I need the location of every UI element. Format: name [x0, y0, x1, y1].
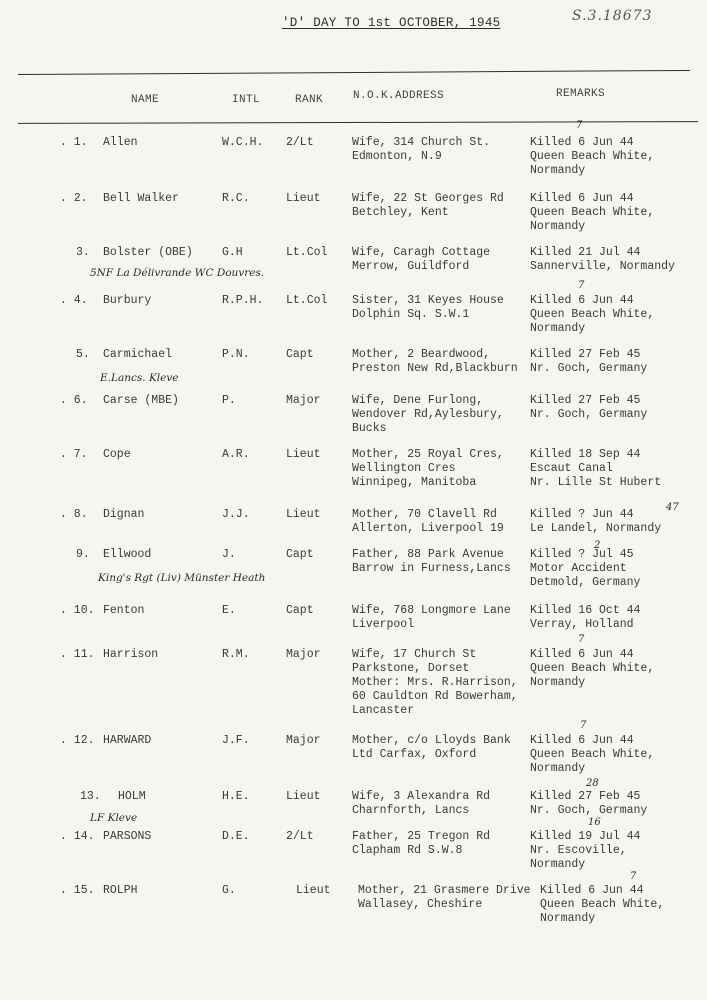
remarks-line: Killed 27 Feb 45 — [530, 394, 641, 407]
row-rank: Lt.Col — [286, 294, 328, 307]
row-remarks — [540, 884, 664, 926]
address-line: Lancaster — [352, 704, 415, 717]
address-line: Preston New Rd,Blackburn — [352, 362, 518, 375]
row-initials: R.P.H. — [222, 294, 264, 307]
row-rank: Lt.Col — [286, 246, 328, 259]
handwritten-correction: 7 — [578, 634, 585, 645]
handwritten-correction: 7 — [578, 280, 585, 291]
remarks-line: Killed 6 Jun 44 — [530, 648, 634, 661]
row-address — [352, 136, 490, 164]
row-rank: Lieut — [286, 790, 321, 803]
address-line: Wife, Dene Furlong, — [352, 394, 484, 407]
row-initials: J.J. — [222, 508, 250, 521]
header-rank: RANK — [295, 94, 324, 106]
remarks-line: Verray, Holland — [530, 618, 634, 631]
table-row — [0, 540, 707, 598]
row-rank: Lieut — [286, 448, 321, 461]
address-line: Dolphin Sq. S.W.1 — [352, 308, 470, 321]
row-name: Cope — [103, 448, 131, 461]
row-number: . 14. — [60, 830, 95, 843]
row-address — [352, 548, 511, 576]
row-name: Fenton — [103, 604, 145, 617]
row-name: Dignan — [103, 508, 145, 521]
page-title: 'D' DAY TO 1st OCTOBER, 1945 — [282, 16, 501, 30]
address-line: Betchley, Kent — [352, 206, 449, 219]
row-rank: 2/Lt — [286, 830, 314, 843]
remarks-line: Killed 16 Oct 44 — [530, 604, 641, 617]
table-row — [0, 871, 707, 934]
row-name: Bolster (OBE) — [103, 246, 193, 259]
row-address — [352, 448, 504, 490]
address-line: Winnipeg, Manitoba — [352, 476, 477, 489]
remarks-line: Normandy — [530, 220, 586, 233]
address-line: Merrow, Guildford — [352, 260, 470, 273]
table-row — [0, 246, 707, 296]
row-name: ROLPH — [103, 884, 138, 897]
row-name: Harrison — [103, 648, 159, 661]
remarks-line: Killed 6 Jun 44 — [530, 734, 634, 747]
row-initials: W.C.H. — [222, 136, 264, 149]
remarks-line: Normandy — [530, 322, 586, 335]
handwritten-note: LF Kleve — [90, 812, 138, 824]
header-nok-address: N.O.K.ADDRESS — [353, 90, 445, 102]
row-rank: Lieut — [286, 508, 321, 521]
address-line: Wellington Cres — [352, 462, 456, 475]
remarks-line: Sannerville, Normandy — [530, 260, 675, 273]
address-line: Allerton, Liverpool 19 — [352, 522, 504, 535]
row-number: . 7. — [60, 448, 88, 461]
row-number: . 11. — [60, 648, 95, 661]
row-rank: Capt — [286, 348, 314, 361]
address-line: Wife, 768 Longmore Lane — [352, 604, 511, 617]
remarks-line: Nr. Lille St Hubert — [530, 476, 662, 489]
row-remarks — [530, 192, 654, 234]
remarks-line: Killed 18 Sep 44 — [530, 448, 641, 461]
table-row — [0, 348, 707, 398]
row-initials: P.N. — [222, 348, 250, 361]
row-remarks — [530, 448, 661, 490]
row-name: PARSONS — [103, 830, 152, 843]
address-line: Mother: Mrs. R.Harrison, — [352, 676, 518, 689]
remarks-line: Queen Beach White, — [530, 748, 655, 761]
row-remarks — [530, 548, 640, 590]
row-initials: R.C. — [222, 192, 250, 205]
archive-reference: S.3.18673 — [572, 8, 653, 24]
remarks-line: Killed 6 Jun 44 — [530, 294, 634, 307]
address-line: Wife, Caragh Cottage — [352, 246, 491, 259]
address-line: Mother, 70 Clavell Rd — [352, 508, 497, 521]
row-address — [352, 648, 518, 718]
address-line: Mother, 2 Beardwood, — [352, 348, 491, 361]
row-address — [352, 830, 490, 858]
row-rank: Major — [286, 648, 321, 661]
row-address — [352, 294, 504, 322]
row-remarks — [530, 790, 647, 818]
table-row — [0, 394, 707, 444]
remarks-line: Queen Beach White, — [530, 308, 655, 321]
remarks-line: Normandy — [540, 912, 596, 925]
table-row — [0, 604, 707, 654]
address-line: Clapham Rd S.W.8 — [352, 844, 463, 857]
address-line: Father, 25 Tregon Rd — [352, 830, 491, 843]
table-row — [0, 280, 707, 344]
row-number: 13. — [80, 790, 101, 803]
row-rank: Lieut — [296, 884, 331, 897]
remarks-line: Detmold, Germany — [530, 576, 641, 589]
address-line: Ltd Carfax, Oxford — [352, 748, 477, 761]
remarks-line: Killed 27 Feb 45 — [530, 348, 641, 361]
handwritten-note: King's Rgt (Liv) Münster Heath — [98, 572, 266, 584]
handwritten-correction: 7 — [580, 720, 587, 731]
row-name: Ellwood — [103, 548, 152, 561]
row-number: 5. — [76, 348, 90, 361]
remarks-line: Escaut Canal — [530, 462, 613, 475]
remarks-line: Queen Beach White, — [540, 898, 665, 911]
remarks-line: Nr. Goch, Germany — [530, 804, 648, 817]
address-line: Father, 88 Park Avenue — [352, 548, 504, 561]
header-bottom-rule — [18, 121, 698, 124]
header-top-rule — [18, 70, 690, 75]
handwritten-note: 5NF La Délivrande WC Douvres. — [90, 267, 265, 279]
row-initials: G. — [222, 884, 236, 897]
row-number: . 1. — [60, 136, 88, 149]
row-initials: R.M. — [222, 648, 250, 661]
row-rank: Capt — [286, 604, 314, 617]
remarks-line: Killed 6 Jun 44 — [530, 136, 634, 149]
remarks-line: Killed ? Jun 44 — [530, 508, 634, 521]
row-address — [352, 246, 490, 274]
remarks-line: Nr. Escoville, — [530, 844, 627, 857]
header-intl: INTL — [232, 94, 261, 106]
table-row — [0, 448, 707, 498]
row-rank: Major — [286, 394, 321, 407]
handwritten-note: E.Lancs. Kleve — [100, 372, 179, 384]
row-name: Bell Walker — [103, 192, 179, 205]
remarks-line: Normandy — [530, 858, 586, 871]
row-number: . 4. — [60, 294, 88, 307]
row-address — [352, 734, 511, 762]
row-number: . 2. — [60, 192, 88, 205]
table-row — [0, 720, 707, 784]
row-rank: Capt — [286, 548, 314, 561]
row-remarks — [530, 394, 647, 422]
row-number: . 6. — [60, 394, 88, 407]
remarks-line: Motor Accident — [530, 562, 627, 575]
row-address — [352, 604, 511, 632]
table-row — [0, 634, 707, 717]
remarks-line: Normandy — [530, 164, 586, 177]
address-line: Parkstone, Dorset — [352, 662, 470, 675]
row-address — [352, 394, 504, 436]
remarks-line: Queen Beach White, — [530, 150, 655, 163]
handwritten-correction: 47 — [666, 502, 679, 513]
row-name: Carse (MBE) — [103, 394, 179, 407]
address-line: Wendover Rd,Aylesbury, — [352, 408, 504, 421]
row-number: . 15. — [60, 884, 95, 897]
row-rank: Major — [286, 734, 321, 747]
row-name: Carmichael — [103, 348, 173, 361]
address-line: Wife, 314 Church St. — [352, 136, 491, 149]
table-row — [0, 120, 707, 186]
remarks-line: Killed 27 Feb 45 — [530, 790, 641, 803]
row-rank: 2/Lt — [286, 136, 314, 149]
row-initials: G.H — [222, 246, 243, 259]
row-remarks — [530, 648, 654, 690]
table-row — [0, 192, 707, 242]
handwritten-correction: 2 — [594, 540, 601, 551]
row-initials: A.R. — [222, 448, 250, 461]
row-remarks — [530, 508, 661, 536]
remarks-line: Nr. Goch, Germany — [530, 362, 648, 375]
row-initials: J.F. — [222, 734, 250, 747]
row-remarks — [530, 830, 640, 872]
row-address — [358, 884, 531, 912]
address-line: Mother, 25 Royal Cres, — [352, 448, 504, 461]
address-line: Wife, 3 Alexandra Rd — [352, 790, 491, 803]
row-remarks — [530, 604, 640, 632]
row-number: 3. — [76, 246, 90, 259]
remarks-line: Normandy — [530, 762, 586, 775]
handwritten-correction: 7 — [576, 120, 583, 131]
row-remarks — [530, 734, 654, 776]
row-initials: H.E. — [222, 790, 250, 803]
remarks-line: Killed 21 Jul 44 — [530, 246, 641, 259]
address-line: Barrow in Furness,Lancs — [352, 562, 511, 575]
handwritten-correction: 28 — [586, 778, 599, 789]
address-line: Wife, 17 Church St — [352, 648, 477, 661]
handwritten-correction: 16 — [588, 817, 601, 828]
row-number: . 10. — [60, 604, 95, 617]
row-name: HOLM — [118, 790, 146, 803]
remarks-line: Killed ? Jul 45 — [530, 548, 634, 561]
handwritten-correction: 7 — [630, 871, 637, 882]
remarks-line: Killed 6 Jun 44 — [530, 192, 634, 205]
remarks-line: Killed 19 Jul 44 — [530, 830, 641, 843]
row-remarks — [530, 348, 647, 376]
row-number: . 8. — [60, 508, 88, 521]
row-initials: D.E. — [222, 830, 250, 843]
address-line: Edmonton, N.9 — [352, 150, 442, 163]
row-rank: Lieut — [286, 192, 321, 205]
address-line: Liverpool — [352, 618, 415, 631]
row-name: Allen — [103, 136, 138, 149]
header-remarks: REMARKS — [556, 88, 606, 100]
row-remarks — [530, 294, 654, 336]
remarks-line: Normandy — [530, 676, 586, 689]
address-line: Sister, 31 Keyes House — [352, 294, 504, 307]
address-line: Mother, c/o Lloyds Bank — [352, 734, 511, 747]
address-line: 60 Cauldton Rd Bowerham, — [352, 690, 518, 703]
row-address — [352, 790, 490, 818]
row-address — [352, 508, 504, 536]
address-line: Charnforth, Lancs — [352, 804, 470, 817]
row-initials: P. — [222, 394, 236, 407]
remarks-line: Queen Beach White, — [530, 662, 655, 675]
row-name: HARWARD — [103, 734, 152, 747]
header-name: NAME — [131, 94, 160, 106]
address-line: Mother, 21 Grasmere Drive — [358, 884, 531, 897]
address-line: Bucks — [352, 422, 387, 435]
row-number: . 12. — [60, 734, 95, 747]
address-line: Wife, 22 St Georges Rd — [352, 192, 504, 205]
row-initials: E. — [222, 604, 236, 617]
row-number: 9. — [76, 548, 90, 561]
row-address — [352, 348, 518, 376]
remarks-line: Nr. Goch, Germany — [530, 408, 648, 421]
row-remarks — [530, 136, 654, 178]
remarks-line: Le Landel, Normandy — [530, 522, 662, 535]
row-name: Burbury — [103, 294, 152, 307]
remarks-line: Killed 6 Jun 44 — [540, 884, 644, 897]
row-initials: J. — [222, 548, 236, 561]
row-remarks — [530, 246, 675, 274]
remarks-line: Queen Beach White, — [530, 206, 655, 219]
address-line: Wallasey, Cheshire — [358, 898, 483, 911]
row-address — [352, 192, 504, 220]
